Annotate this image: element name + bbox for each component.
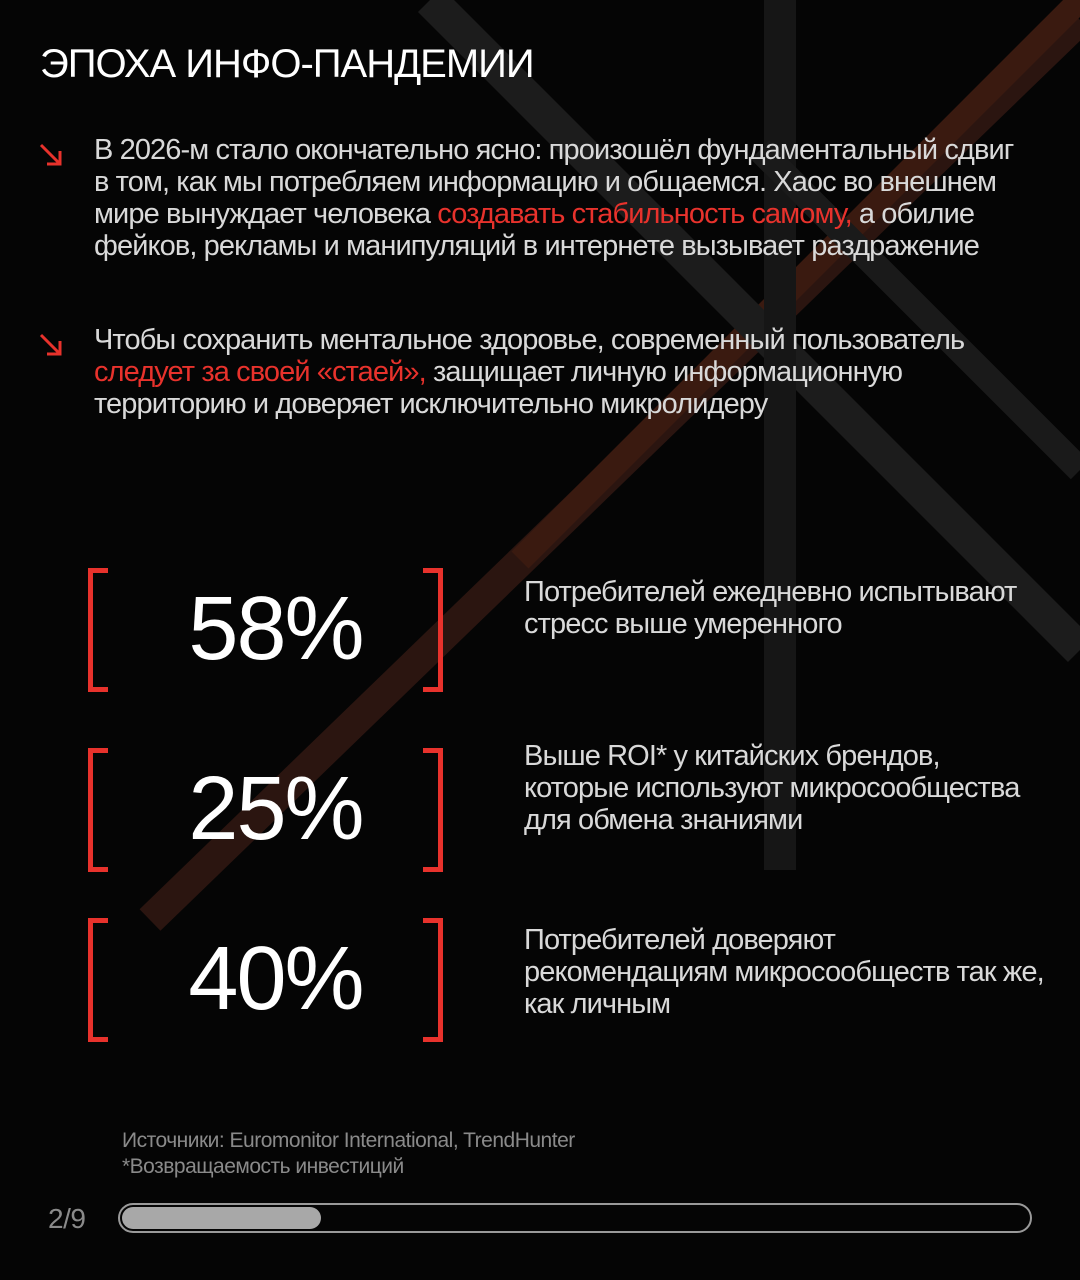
- bullet-highlight: создавать стабильность самому,: [437, 198, 852, 230]
- stat-description: Потребителей доверяют рекомендациям микросообществ так же, как личным: [524, 924, 1044, 1020]
- bullet-text: [94, 134, 1028, 262]
- bullet-text: [94, 324, 1028, 420]
- footnote-line: *Возвращаемость инвестиций: [122, 1155, 404, 1178]
- stat-description: Выше ROI* у китайских брендов, которые используют микросообщества для обмена знаниями: [524, 740, 1020, 836]
- right-bracket: [423, 918, 443, 1042]
- bullet-text-pre: Чтобы сохранить ментальное здоровье, современный пользователь: [94, 324, 965, 356]
- sources-line: Источники: Euromonitor International, TrendHunter: [122, 1129, 575, 1152]
- page-title: ЭПОХА ИНФО-ПАНДЕМИИ: [40, 42, 534, 86]
- progress-bar: [118, 1203, 1032, 1233]
- bullet-text-post: защищает личную информационную территорию и доверяет исключительно микролидеру: [94, 356, 903, 420]
- left-bracket: [88, 568, 108, 692]
- left-bracket: [88, 918, 108, 1042]
- page-indicator: 2/9: [48, 1203, 86, 1234]
- stat-item: [88, 568, 1038, 698]
- right-bracket: [423, 568, 443, 692]
- bullet-text-post: а обилие фейков, рекламы и манипуляций в интернете вызывает раздражение: [94, 198, 979, 262]
- bullet-highlight: следует за своей «стаей»,: [94, 356, 426, 388]
- arrow-down-right-icon: [38, 142, 64, 168]
- sources-note: [122, 1128, 575, 1180]
- stat-description: Потребителей ежедневно испытывают стресс выше умеренного: [524, 576, 1017, 640]
- stat-item: [88, 918, 1044, 1048]
- progress-fill: [122, 1207, 321, 1229]
- stat-value: 40%: [188, 929, 363, 1029]
- bullet-text-pre: В 2026-м стало окончательно ясно: произошёл фундаментальный сдвиг в том, как мы потребляем информацию и общаемся. Хаос во внешнем мире вынуждает человека: [94, 134, 1014, 230]
- left-bracket: [88, 748, 108, 872]
- stat-value: 58%: [188, 579, 363, 679]
- arrow-down-right-icon: [38, 332, 64, 358]
- stat-value: 25%: [188, 759, 363, 859]
- right-bracket: [423, 748, 443, 872]
- stat-item: [88, 740, 1038, 878]
